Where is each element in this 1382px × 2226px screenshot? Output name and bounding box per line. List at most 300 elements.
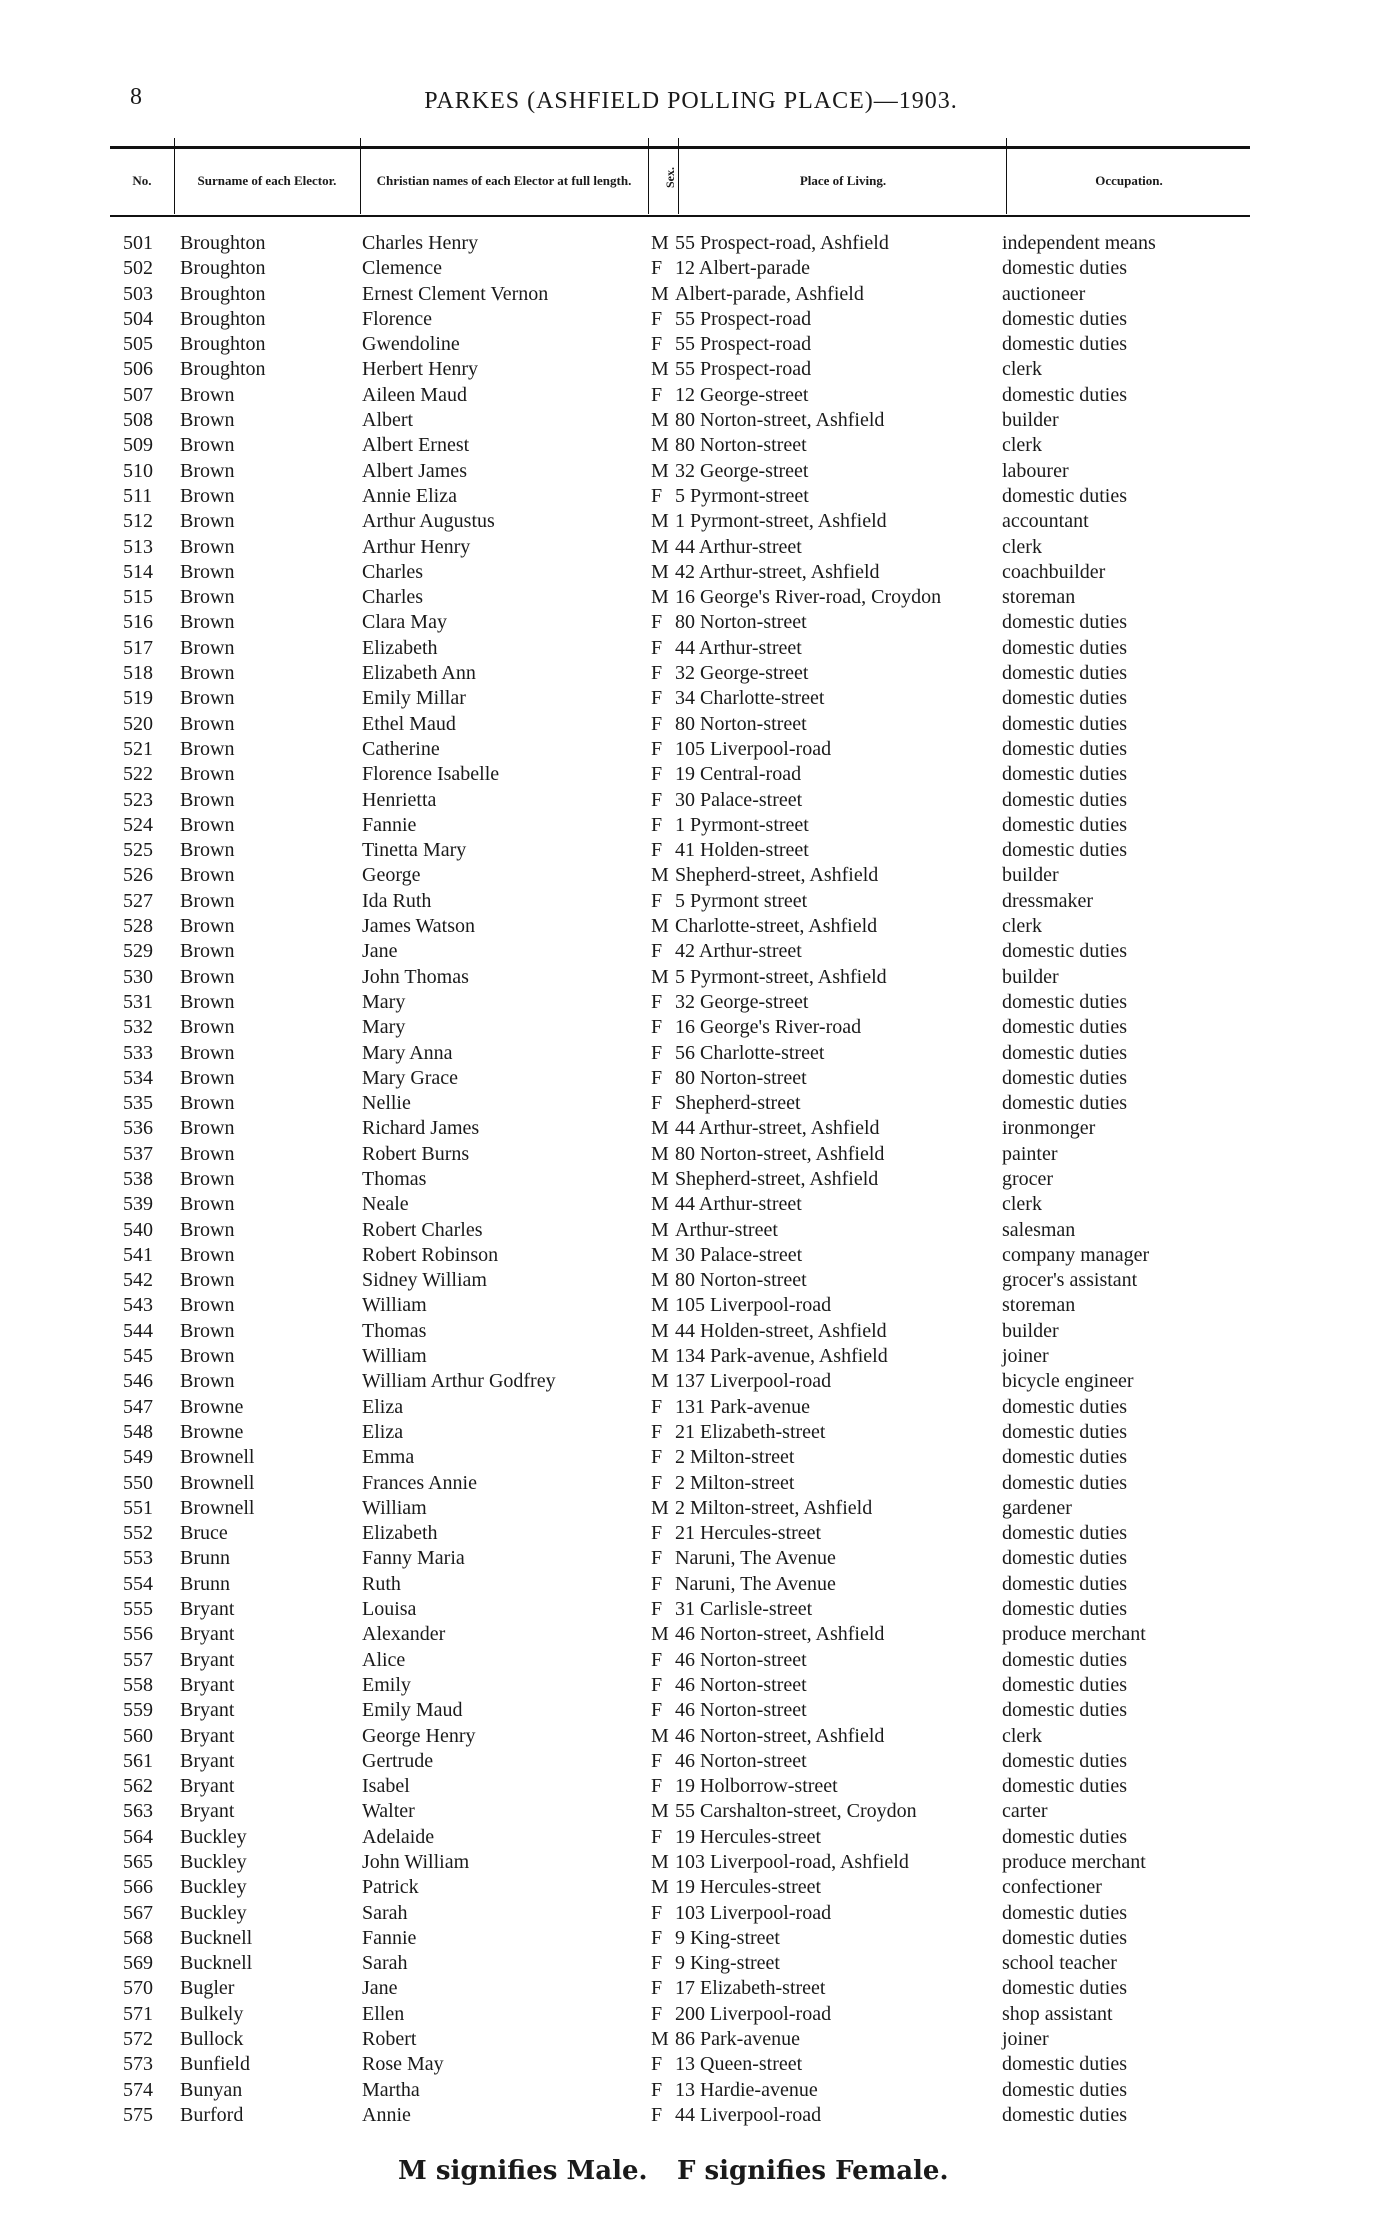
elector-place-of-living: Albert-parade, Ashfield	[675, 282, 864, 305]
elector-christian-names: William Arthur Godfrey	[362, 1370, 556, 1393]
elector-sex: M	[651, 1724, 669, 1747]
elector-number: 547	[123, 1395, 153, 1418]
elector-place-of-living: 13 Queen-street	[675, 2053, 803, 2076]
elector-number: 533	[123, 1041, 153, 1064]
elector-occupation: independent means	[1002, 232, 1156, 254]
elector-place-of-living: 55 Prospect-road	[675, 333, 812, 356]
elector-christian-names: Annie	[362, 2103, 411, 2126]
elector-christian-names: Jane	[362, 940, 398, 963]
table-row	[0, 384, 1382, 409]
elector-christian-names: Walter	[362, 1800, 415, 1823]
table-row	[0, 460, 1382, 485]
elector-sex: F	[651, 813, 663, 836]
elector-occupation: storeman	[1002, 586, 1076, 609]
elector-sex: F	[651, 1041, 663, 1064]
elector-number: 545	[123, 1345, 153, 1368]
elector-place-of-living: 44 Arthur-street	[675, 535, 802, 558]
elector-sex: F	[651, 1016, 663, 1039]
elector-sex: M	[651, 915, 669, 938]
elector-number: 517	[123, 636, 153, 659]
elector-sex: F	[651, 383, 663, 406]
elector-christian-names: Eliza	[362, 1395, 404, 1418]
table-row	[0, 1244, 1382, 1269]
elector-occupation: domestic duties	[1002, 1471, 1127, 1494]
column-header-place: Place of Living.	[799, 172, 887, 188]
table-row	[0, 1674, 1382, 1699]
table-row	[0, 1370, 1382, 1395]
elector-occupation: domestic duties	[1002, 2078, 1127, 2101]
elector-occupation: produce merchant	[1002, 1623, 1146, 1646]
elector-christian-names: Emily Maud	[362, 1699, 463, 1722]
elector-sex: M	[651, 1319, 669, 1342]
elector-christian-names: William	[362, 1496, 427, 1519]
table-row	[0, 1851, 1382, 1876]
elector-occupation: carter	[1002, 1800, 1048, 1823]
elector-surname: Brownell	[180, 1496, 255, 1519]
elector-sex: F	[651, 737, 663, 760]
elector-sex: M	[651, 1218, 669, 1241]
elector-place-of-living: 80 Norton-street	[675, 1269, 807, 1292]
elector-number: 540	[123, 1218, 153, 1241]
table-head-rule	[110, 215, 1250, 217]
elector-sex: M	[651, 1117, 669, 1140]
elector-surname: Brown	[180, 586, 235, 609]
elector-surname: Bugler	[180, 1977, 235, 2000]
elector-number: 572	[123, 2028, 153, 2051]
elector-surname: Buckley	[180, 1901, 247, 1924]
elector-number: 509	[123, 434, 153, 457]
elector-surname: Broughton	[180, 232, 266, 254]
elector-christian-names: Fannie	[362, 1926, 417, 1949]
table-row	[0, 940, 1382, 965]
elector-number: 531	[123, 990, 153, 1013]
elector-place-of-living: 12 Albert-parade	[675, 257, 810, 280]
elector-sex: F	[651, 611, 663, 634]
elector-number: 542	[123, 1269, 153, 1292]
elector-sex: M	[651, 459, 669, 482]
elector-place-of-living: 1 Pyrmont-street	[675, 813, 809, 836]
table-row	[0, 1446, 1382, 1471]
elector-occupation: domestic duties	[1002, 1699, 1127, 1722]
elector-place-of-living: 30 Palace-street	[675, 1243, 803, 1266]
table-row	[0, 1800, 1382, 1825]
elector-surname: Broughton	[180, 358, 266, 381]
elector-occupation: domestic duties	[1002, 2053, 1127, 2076]
elector-sex: M	[651, 1193, 669, 1216]
elector-christian-names: Mary Anna	[362, 1041, 453, 1064]
elector-number: 555	[123, 1598, 153, 1621]
elector-place-of-living: 42 Arthur-street	[675, 940, 802, 963]
elector-occupation: dressmaker	[1002, 889, 1094, 912]
elector-occupation: confectioner	[1002, 1876, 1102, 1899]
elector-place-of-living: 103 Liverpool-road	[675, 1901, 832, 1924]
elector-occupation: domestic duties	[1002, 257, 1127, 280]
elector-number: 504	[123, 307, 153, 330]
elector-number: 575	[123, 2103, 153, 2126]
elector-number: 519	[123, 687, 153, 710]
table-row	[0, 1067, 1382, 1092]
table-row	[0, 1623, 1382, 1648]
elector-sex: F	[651, 2103, 663, 2126]
elector-place-of-living: Shepherd-street, Ashfield	[675, 1167, 879, 1190]
table-row	[0, 2053, 1382, 2078]
elector-surname: Brown	[180, 1218, 235, 1241]
elector-number: 515	[123, 586, 153, 609]
table-row	[0, 738, 1382, 763]
column-divider	[678, 138, 679, 214]
elector-christian-names: Ethel Maud	[362, 712, 456, 735]
elector-sex: F	[651, 1648, 663, 1671]
elector-sex: F	[651, 940, 663, 963]
elector-christian-names: Fanny Maria	[362, 1547, 465, 1570]
elector-surname: Bryant	[180, 1749, 235, 1772]
elector-sex: F	[651, 839, 663, 862]
elector-place-of-living: 80 Norton-street, Ashfield	[675, 409, 885, 432]
elector-occupation: builder	[1002, 1319, 1059, 1342]
elector-number: 548	[123, 1420, 153, 1443]
elector-place-of-living: 5 Pyrmont street	[675, 889, 808, 912]
table-row	[0, 1396, 1382, 1421]
elector-place-of-living: 19 Hercules-street	[675, 1825, 822, 1848]
elector-place-of-living: 19 Holborrow-street	[675, 1775, 838, 1798]
elector-occupation: domestic duties	[1002, 1420, 1127, 1443]
elector-sex: M	[651, 1142, 669, 1165]
elector-surname: Brown	[180, 813, 235, 836]
table-row	[0, 1092, 1382, 1117]
elector-number: 565	[123, 1851, 153, 1873]
elector-christian-names: Ernest Clement Vernon	[362, 282, 549, 305]
table-row	[0, 713, 1382, 738]
elector-number: 537	[123, 1142, 153, 1165]
elector-sex: F	[651, 307, 663, 330]
elector-christian-names: Richard James	[362, 1117, 480, 1140]
elector-place-of-living: 5 Pyrmont-street	[675, 484, 809, 507]
elector-christian-names: Fannie	[362, 813, 417, 836]
table-row	[0, 1269, 1382, 1294]
elector-number: 563	[123, 1800, 153, 1823]
elector-sex: F	[651, 1395, 663, 1418]
elector-occupation: ironmonger	[1002, 1117, 1096, 1140]
elector-surname: Brown	[180, 1117, 235, 1140]
elector-place-of-living: 55 Carshalton-street, Croydon	[675, 1800, 917, 1823]
table-top-rule	[110, 146, 1250, 149]
elector-place-of-living: 80 Norton-street	[675, 434, 807, 457]
elector-sex: M	[651, 1876, 669, 1899]
elector-number: 550	[123, 1471, 153, 1494]
elector-number: 549	[123, 1446, 153, 1469]
elector-surname: Buckley	[180, 1876, 247, 1899]
elector-surname: Brownell	[180, 1471, 255, 1494]
elector-surname: Brown	[180, 1345, 235, 1368]
elector-surname: Bryant	[180, 1724, 235, 1747]
elector-place-of-living: 44 Arthur-street	[675, 1193, 802, 1216]
elector-christian-names: Thomas	[362, 1319, 427, 1342]
table-row	[0, 1219, 1382, 1244]
elector-christian-names: Gertrude	[362, 1749, 434, 1772]
elector-christian-names: William	[362, 1294, 427, 1317]
elector-number: 528	[123, 915, 153, 938]
elector-sex: F	[651, 484, 663, 507]
elector-sex: F	[651, 1471, 663, 1494]
elector-occupation: domestic duties	[1002, 940, 1127, 963]
table-row	[0, 1750, 1382, 1775]
elector-number: 574	[123, 2078, 153, 2101]
elector-christian-names: Tinetta Mary	[362, 839, 467, 862]
elector-surname: Bryant	[180, 1623, 235, 1646]
elector-surname: Brown	[180, 1066, 235, 1089]
elector-sex: F	[651, 1092, 663, 1115]
elector-occupation: company manager	[1002, 1243, 1150, 1266]
elector-christian-names: Louisa	[362, 1598, 417, 1621]
elector-place-of-living: 105 Liverpool-road	[675, 1294, 832, 1317]
elector-number: 567	[123, 1901, 153, 1924]
elector-surname: Bullock	[180, 2028, 244, 2051]
elector-place-of-living: 34 Charlotte-street	[675, 687, 825, 710]
table-row	[0, 1952, 1382, 1977]
table-row	[0, 1977, 1382, 2002]
elector-christian-names: Florence	[362, 307, 432, 330]
elector-sex: F	[651, 1977, 663, 2000]
elector-number: 557	[123, 1648, 153, 1671]
elector-number: 523	[123, 788, 153, 811]
elector-surname: Buckley	[180, 1825, 247, 1848]
elector-christian-names: Elizabeth	[362, 636, 438, 659]
table-row	[0, 637, 1382, 662]
elector-surname: Brown	[180, 1167, 235, 1190]
elector-occupation: domestic duties	[1002, 1775, 1127, 1798]
elector-sex: F	[651, 990, 663, 1013]
elector-number: 501	[123, 232, 153, 254]
elector-occupation: domestic duties	[1002, 1016, 1127, 1039]
elector-sex: M	[651, 965, 669, 988]
elector-occupation: grocer	[1002, 1167, 1054, 1190]
elector-surname: Brown	[180, 1319, 235, 1342]
elector-place-of-living: 2 Milton-street	[675, 1446, 795, 1469]
elector-sex: F	[651, 1749, 663, 1772]
elector-sex: F	[651, 1673, 663, 1696]
elector-sex: M	[651, 1294, 669, 1317]
elector-surname: Brownell	[180, 1446, 255, 1469]
elector-place-of-living: 16 George's River-road, Croydon	[675, 586, 942, 609]
elector-surname: Brown	[180, 687, 235, 710]
table-row	[0, 1649, 1382, 1674]
elector-place-of-living: Naruni, The Avenue	[675, 1572, 836, 1595]
elector-place-of-living: 21 Elizabeth-street	[675, 1420, 826, 1443]
elector-place-of-living: 16 George's River-road	[675, 1016, 862, 1039]
elector-christian-names: Herbert Henry	[362, 358, 479, 381]
table-row	[0, 890, 1382, 915]
elector-sex: F	[651, 1825, 663, 1848]
elector-surname: Brown	[180, 560, 235, 583]
elector-number: 562	[123, 1775, 153, 1798]
elector-christian-names: Charles Henry	[362, 232, 479, 254]
elector-number: 521	[123, 737, 153, 760]
elector-number: 510	[123, 459, 153, 482]
elector-number: 524	[123, 813, 153, 836]
table-row	[0, 763, 1382, 788]
elector-christian-names: Emma	[362, 1446, 415, 1469]
elector-place-of-living: 30 Palace-street	[675, 788, 803, 811]
elector-number: 507	[123, 383, 153, 406]
elector-number: 520	[123, 712, 153, 735]
elector-occupation: domestic duties	[1002, 383, 1127, 406]
elector-surname: Brown	[180, 1142, 235, 1165]
elector-christian-names: Sidney William	[362, 1269, 487, 1292]
table-row	[0, 915, 1382, 940]
elector-christian-names: Robert Robinson	[362, 1243, 499, 1266]
elector-surname: Brown	[180, 434, 235, 457]
elector-sex: M	[651, 409, 669, 432]
elector-sex: F	[651, 662, 663, 685]
table-row	[0, 1117, 1382, 1142]
elector-occupation: domestic duties	[1002, 813, 1127, 836]
elector-sex: F	[651, 1446, 663, 1469]
elector-sex: M	[651, 434, 669, 457]
elector-number: 512	[123, 510, 153, 533]
elector-christian-names: William	[362, 1345, 427, 1368]
table-row	[0, 839, 1382, 864]
elector-number: 544	[123, 1319, 153, 1342]
elector-occupation: domestic duties	[1002, 662, 1127, 685]
elector-occupation: domestic duties	[1002, 1977, 1127, 2000]
table-row	[0, 409, 1382, 434]
elector-christian-names: Aileen Maud	[362, 383, 467, 406]
elector-christian-names: Mary	[362, 1016, 406, 1039]
elector-occupation: domestic duties	[1002, 1926, 1127, 1949]
elector-place-of-living: 32 George-street	[675, 990, 809, 1013]
elector-surname: Brown	[180, 839, 235, 862]
elector-sex: F	[651, 1775, 663, 1798]
elector-surname: Brown	[180, 1016, 235, 1039]
column-header-surname: Surname of each Elector.	[197, 172, 337, 188]
table-row	[0, 662, 1382, 687]
elector-surname: Bucknell	[180, 1952, 253, 1975]
table-row	[0, 991, 1382, 1016]
elector-place-of-living: 80 Norton-street	[675, 712, 807, 735]
elector-sex: F	[651, 1420, 663, 1443]
elector-surname: Brown	[180, 864, 235, 887]
elector-christian-names: Gwendoline	[362, 333, 460, 356]
elector-occupation: clerk	[1002, 358, 1042, 381]
elector-number: 541	[123, 1243, 153, 1266]
elector-surname: Bruce	[180, 1522, 228, 1545]
elector-sex: F	[651, 1598, 663, 1621]
elector-place-of-living: 103 Liverpool-road, Ashfield	[675, 1851, 909, 1873]
elector-surname: Brown	[180, 712, 235, 735]
table-row	[0, 358, 1382, 383]
elector-number: 561	[123, 1749, 153, 1772]
elector-surname: Buckley	[180, 1851, 247, 1873]
elector-christian-names: Ellen	[362, 2002, 405, 2025]
elector-christian-names: Florence Isabelle	[362, 763, 500, 786]
elector-sex: F	[651, 1699, 663, 1722]
elector-occupation: domestic duties	[1002, 2103, 1127, 2126]
elector-number: 526	[123, 864, 153, 887]
elector-christian-names: Arthur Henry	[362, 535, 471, 558]
elector-place-of-living: 105 Liverpool-road	[675, 737, 832, 760]
table-row	[0, 232, 1382, 257]
elector-christian-names: Charles	[362, 586, 424, 609]
elector-surname: Brown	[180, 763, 235, 786]
elector-place-of-living: 31 Carlisle-street	[675, 1598, 813, 1621]
elector-occupation: domestic duties	[1002, 1395, 1127, 1418]
table-row	[0, 257, 1382, 282]
elector-place-of-living: 12 George-street	[675, 383, 809, 406]
column-divider	[648, 138, 649, 214]
elector-number: 516	[123, 611, 153, 634]
elector-surname: Brown	[180, 915, 235, 938]
elector-place-of-living: 200 Liverpool-road	[675, 2002, 832, 2025]
elector-occupation: grocer's assistant	[1002, 1269, 1138, 1292]
elector-surname: Bryant	[180, 1699, 235, 1722]
elector-sex: M	[651, 586, 669, 609]
elector-place-of-living: 56 Charlotte-street	[675, 1041, 825, 1064]
elector-number: 514	[123, 560, 153, 583]
table-row	[0, 1193, 1382, 1218]
elector-christian-names: Frances Annie	[362, 1471, 477, 1494]
elector-occupation: domestic duties	[1002, 712, 1127, 735]
table-row	[0, 1497, 1382, 1522]
elector-christian-names: Albert	[362, 409, 414, 432]
table-row	[0, 864, 1382, 889]
elector-place-of-living: 46 Norton-street	[675, 1673, 807, 1696]
table-row	[0, 485, 1382, 510]
elector-number: 552	[123, 1522, 153, 1545]
elector-occupation: school teacher	[1002, 1952, 1117, 1975]
elector-place-of-living: 46 Norton-street	[675, 1699, 807, 1722]
elector-christian-names: Elizabeth	[362, 1522, 438, 1545]
elector-sex: F	[651, 687, 663, 710]
column-divider	[1006, 138, 1007, 214]
elector-place-of-living: 13 Hardie-avenue	[675, 2078, 818, 2101]
elector-place-of-living: 2 Milton-street	[675, 1471, 795, 1494]
table-row	[0, 1902, 1382, 1927]
footer-male-note: M signifies Male.	[398, 2156, 648, 2186]
column-header-sex: Sex.	[663, 167, 677, 188]
elector-sex: F	[651, 1952, 663, 1975]
elector-number: 538	[123, 1167, 153, 1190]
elector-christian-names: Sarah	[362, 1901, 408, 1924]
table-row	[0, 434, 1382, 459]
table-row	[0, 2079, 1382, 2104]
column-header-occupation: Occupation.	[1095, 172, 1163, 188]
elector-number: 560	[123, 1724, 153, 1747]
elector-occupation: domestic duties	[1002, 1547, 1127, 1570]
elector-christian-names: Charles	[362, 560, 424, 583]
elector-surname: Brown	[180, 1092, 235, 1115]
elector-surname: Bryant	[180, 1648, 235, 1671]
elector-number: 564	[123, 1825, 153, 1848]
elector-surname: Browne	[180, 1395, 244, 1418]
elector-place-of-living: 44 Arthur-street, Ashfield	[675, 1117, 880, 1140]
elector-occupation: bicycle engineer	[1002, 1370, 1134, 1393]
elector-surname: Brunn	[180, 1572, 230, 1595]
table-row	[0, 1345, 1382, 1370]
elector-place-of-living: 21 Hercules-street	[675, 1522, 822, 1545]
elector-number: 568	[123, 1926, 153, 1949]
elector-place-of-living: 46 Norton-street, Ashfield	[675, 1724, 885, 1747]
elector-surname: Brown	[180, 1243, 235, 1266]
elector-christian-names: Albert James	[362, 459, 467, 482]
elector-christian-names: John Thomas	[362, 965, 469, 988]
elector-sex: F	[651, 1901, 663, 1924]
elector-surname: Bucknell	[180, 1926, 253, 1949]
elector-occupation: gardener	[1002, 1496, 1072, 1519]
table-row	[0, 333, 1382, 358]
elector-number: 543	[123, 1294, 153, 1317]
table-row	[0, 510, 1382, 535]
table-row	[0, 283, 1382, 308]
